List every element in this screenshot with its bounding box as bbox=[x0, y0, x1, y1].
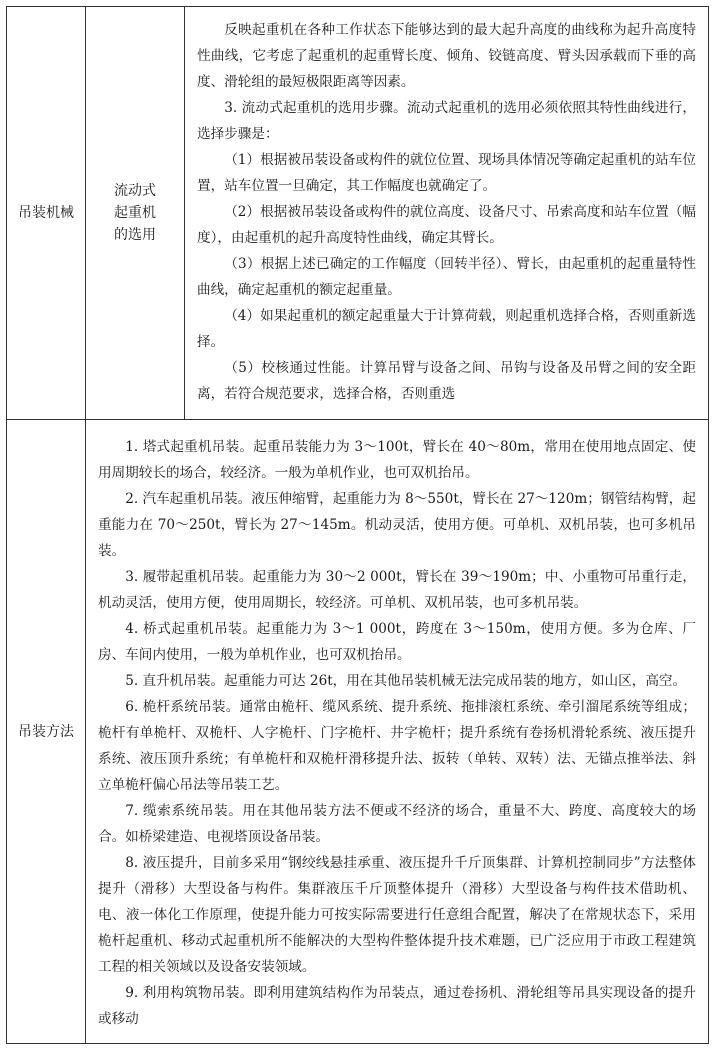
paragraph: 3. 履带起重机吊装。起重能力为 30～2 000t，臂长在 39～190m；中、小重物可吊重行走，机动灵活，使用方便，使用周期长，较经济。可单机、双机吊装，也可多机吊装。 bbox=[98, 568, 696, 611]
paragraph: 5. 直升机吊装。起重能力可达 26t，用在其他吊装机械无法完成吊装的地方，如山区，高空。 bbox=[125, 672, 687, 689]
table-row-lifting-methods bbox=[7, 420, 709, 1044]
paragraph: （3）根据上述已确定的工作幅度（回转半径）、臂长，由起重机的起重量特性曲线，确定起重机的额定起重量。 bbox=[197, 256, 696, 298]
paragraph: （1）根据被吊装设备或构件的就位位置、现场具体情况等确定起重机的站车位置，站车位置一旦确定，其工作幅度也就确定了。 bbox=[197, 152, 696, 194]
paragraph: 8. 液压提升，目前多采用“钢绞线悬挂承重、液压提升千斤顶集群、计算机控制同步”方法整体提升（滑移）大型设备与构件。集群液压千斤顶整体提升（滑移）大型设备与构件技术借助机、电、液一体化工作原理，使提升能力可按实际需要进行任意组合配置，解决了在常规状态下，采用桅杆起重机、移动式起重机所不能解决的大型构件整体提升技术难题，已广泛应用于市政工程建筑工程的相关领域以及设备安装领域。 bbox=[98, 854, 696, 975]
paragraph: （4）如果起重机的额定起重量大于计算荷载，则起重机选择合格，否则重新选择。 bbox=[197, 308, 696, 350]
paragraph: 7. 缆索系统吊装。用在其他吊装方法不便或不经济的场合，重量不大、跨度、高度较大的场合。如桥梁建造、电视塔顶设备吊装。 bbox=[98, 802, 696, 845]
paragraph: 6. 桅杆系统吊装。通常由桅杆、缆风系统、提升系统、拖排滚杠系统、牵引溜尾系统等组成；桅杆有单桅杆、双桅杆、人字桅杆、门字桅杆、井字桅杆；提升系统有卷扬机滑轮系统、液压提升系统、液压顶升系统；有单桅杆和双桅杆滑移提升法、扳转（单转、双转）法、无锚点推举法、斜立单桅杆偏心吊法等吊装工艺。 bbox=[98, 698, 696, 793]
description-cell bbox=[86, 420, 709, 1044]
paragraph: （2）根据被吊装设备或构件的就位高度、设备尺寸、吊索高度和站车位置（幅度），由起重机的起升高度特性曲线，确定其臂长。 bbox=[197, 204, 696, 246]
paragraph: 9. 利用构筑物吊装。即利用建筑结构作为吊装点，通过卷扬机、滑轮组等吊具实现设备的提升或移动 bbox=[98, 984, 696, 1027]
category-label: 吊装方法 bbox=[18, 723, 74, 740]
table-row-lifting-machinery bbox=[7, 7, 709, 420]
paragraph: 3. 流动式起重机的选用步骤。流动式起重机的选用必须依照其特性曲线进行，选择步骤是： bbox=[197, 100, 696, 142]
content-table bbox=[6, 6, 709, 1044]
paragraph: 反映起重机在各种工作状态下能够达到的最大起升高度的曲线称为起升高度特性曲线，它考虑了起重机的起重臂长度、倾角、铰链高度、臂头因承载而下垂的高度、滑轮组的最短极限距离等因素。 bbox=[197, 22, 696, 90]
subcategory-cell bbox=[86, 7, 185, 420]
paragraph: （5）校核通过性能。计算吊臂与设备之间、吊钩与设备及吊臂之间的安全距离，若符合规范要求，选择合格，否则重选 bbox=[197, 360, 696, 402]
subcategory-label: 流动式 起重机 的选用 bbox=[114, 183, 156, 243]
category-cell bbox=[7, 7, 86, 420]
paragraph: 1. 塔式起重机吊装。起重吊装能力为 3～100t，臂长在 40～80m，常用在使用地点固定、使用周期较长的场合，较经济。一般为单机作业，也可双机抬吊。 bbox=[98, 438, 696, 481]
category-cell bbox=[7, 420, 86, 1044]
paragraph: 2. 汽车起重机吊装。液压伸缩臂，起重能力为 8～550t，臂长在 27～120m；钢管结构臂，起重能力在 70～250t，臂长为 27～145m。机动灵活，使用方便。可单机、双机吊装，也可多机吊装。 bbox=[98, 490, 696, 559]
paragraph: 4. 桥式起重机吊装。起重能力为 3～1 000t，跨度在 3～150m，使用方便。多为仓库、厂房、车间内使用，一般为单机作业，也可双机抬吊。 bbox=[98, 620, 696, 663]
description-cell bbox=[185, 7, 709, 420]
category-label: 吊装机械 bbox=[18, 205, 74, 221]
